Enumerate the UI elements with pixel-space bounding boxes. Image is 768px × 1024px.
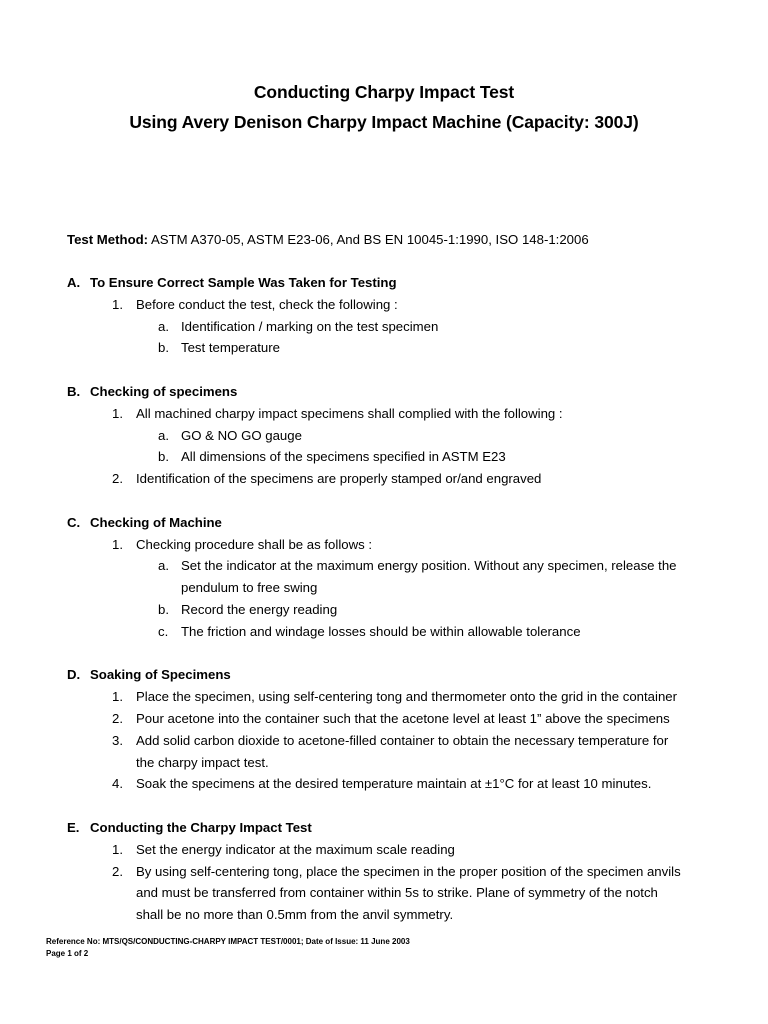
- list-item-text: Checking procedure shall be as follows :: [136, 536, 373, 552]
- list-item-text: Soak the specimens at the desired temperature maintain at ±1°C for at least 10 minutes.: [136, 776, 652, 792]
- section-heading-marker: A.: [67, 275, 81, 290]
- list-item-marker: 4.: [112, 776, 123, 792]
- list-item-marker: 1.: [112, 405, 123, 421]
- test-method-label: Test Method:: [67, 232, 149, 247]
- list-item-text: and must be transferred from container within 5s to strike. Plane of symmetry of the notch: [136, 885, 658, 901]
- list-item-text: Add solid carbon dioxide to acetone-filled container to obtain the necessary temperature for: [136, 732, 669, 748]
- section-heading-text: Checking of Machine: [90, 514, 222, 530]
- sub-list-item-marker: a.: [158, 427, 169, 443]
- section-heading-marker: C.: [67, 514, 81, 530]
- footer-reference: Reference No: MTS/QS/CONDUCTING-CHARPY IMPACT TEST/0001; Date of Issue: 11 June 2003: [46, 937, 410, 946]
- sub-list-item-marker: a.: [158, 558, 169, 574]
- list-item-marker: 2.: [112, 711, 123, 726]
- list-item-text: Set the energy indicator at the maximum scale reading: [136, 841, 455, 857]
- list-item-marker: 1.: [112, 536, 123, 552]
- list-item-marker: 1.: [112, 689, 123, 705]
- list-item-marker: 2.: [112, 863, 123, 879]
- list-item-text: shall be no more than 0.5mm from the anvil symmetry.: [136, 907, 454, 923]
- test-method: [67, 232, 589, 247]
- list-item-text: Identification of the specimens are properly stamped or/and engraved: [136, 471, 542, 487]
- footer-page-number: Page 1 of 2: [46, 949, 89, 958]
- sub-list-item-marker: c.: [158, 623, 169, 639]
- sub-list-item-text: pendulum to free swing: [181, 580, 318, 596]
- sub-list-item-text: Set the indicator at the maximum energy position. Without any specimen, release the: [181, 558, 677, 574]
- sub-list-item-text: Record the energy reading: [181, 602, 338, 617]
- list-item-marker: 2.: [112, 471, 123, 487]
- list-item-text: the charpy impact test.: [136, 754, 269, 770]
- document-title-line-2: Using Avery Denison Charpy Impact Machine (Capacity: 300J): [129, 112, 639, 132]
- section-heading-text: Soaking of Specimens: [90, 667, 231, 683]
- section-heading-text: To Ensure Correct Sample Was Taken for Testing: [90, 275, 397, 290]
- list-item-text: Before conduct the test, check the following :: [136, 296, 398, 312]
- sub-list-item-marker: b.: [158, 340, 169, 356]
- test-method-value: ASTM A370-05, ASTM E23-06, And BS EN 10045-1:1990, ISO 148-1:2006: [151, 232, 589, 247]
- list-item-marker: 1.: [112, 841, 123, 857]
- list-item-text: By using self-centering tong, place the specimen in the proper position of the specimen anvils: [136, 863, 681, 879]
- sub-list-item-text: The friction and windage losses should be within allowable tolerance: [181, 623, 581, 639]
- list-item-text: Pour acetone into the container such that the acetone level at least 1” above the specimens: [136, 711, 670, 726]
- sub-list-item-marker: b.: [158, 602, 169, 617]
- document-title-line-1: Conducting Charpy Impact Test: [253, 82, 515, 102]
- sub-list-item-marker: b.: [158, 449, 169, 465]
- section-heading-marker: B.: [67, 384, 81, 399]
- list-item-text: All machined charpy impact specimens shall complied with the following :: [136, 405, 563, 421]
- section-heading-text: Checking of specimens: [90, 384, 238, 399]
- section-heading-marker: E.: [67, 820, 80, 835]
- list-item-marker: 1.: [112, 296, 123, 312]
- list-item-text: Place the specimen, using self-centering tong and thermometer onto the grid in the container: [136, 689, 678, 705]
- sub-list-item-text: Test temperature: [181, 340, 280, 356]
- section-heading-text: Conducting the Charpy Impact Test: [90, 820, 312, 835]
- sub-list-item-marker: a.: [158, 318, 169, 334]
- sub-list-item-text: GO & NO GO gauge: [181, 427, 302, 443]
- sub-list-item-text: Identification / marking on the test specimen: [181, 318, 439, 334]
- section-heading-marker: D.: [67, 667, 81, 683]
- sub-list-item-text: All dimensions of the specimens specified in ASTM E23: [181, 449, 506, 465]
- list-item-marker: 3.: [112, 732, 123, 748]
